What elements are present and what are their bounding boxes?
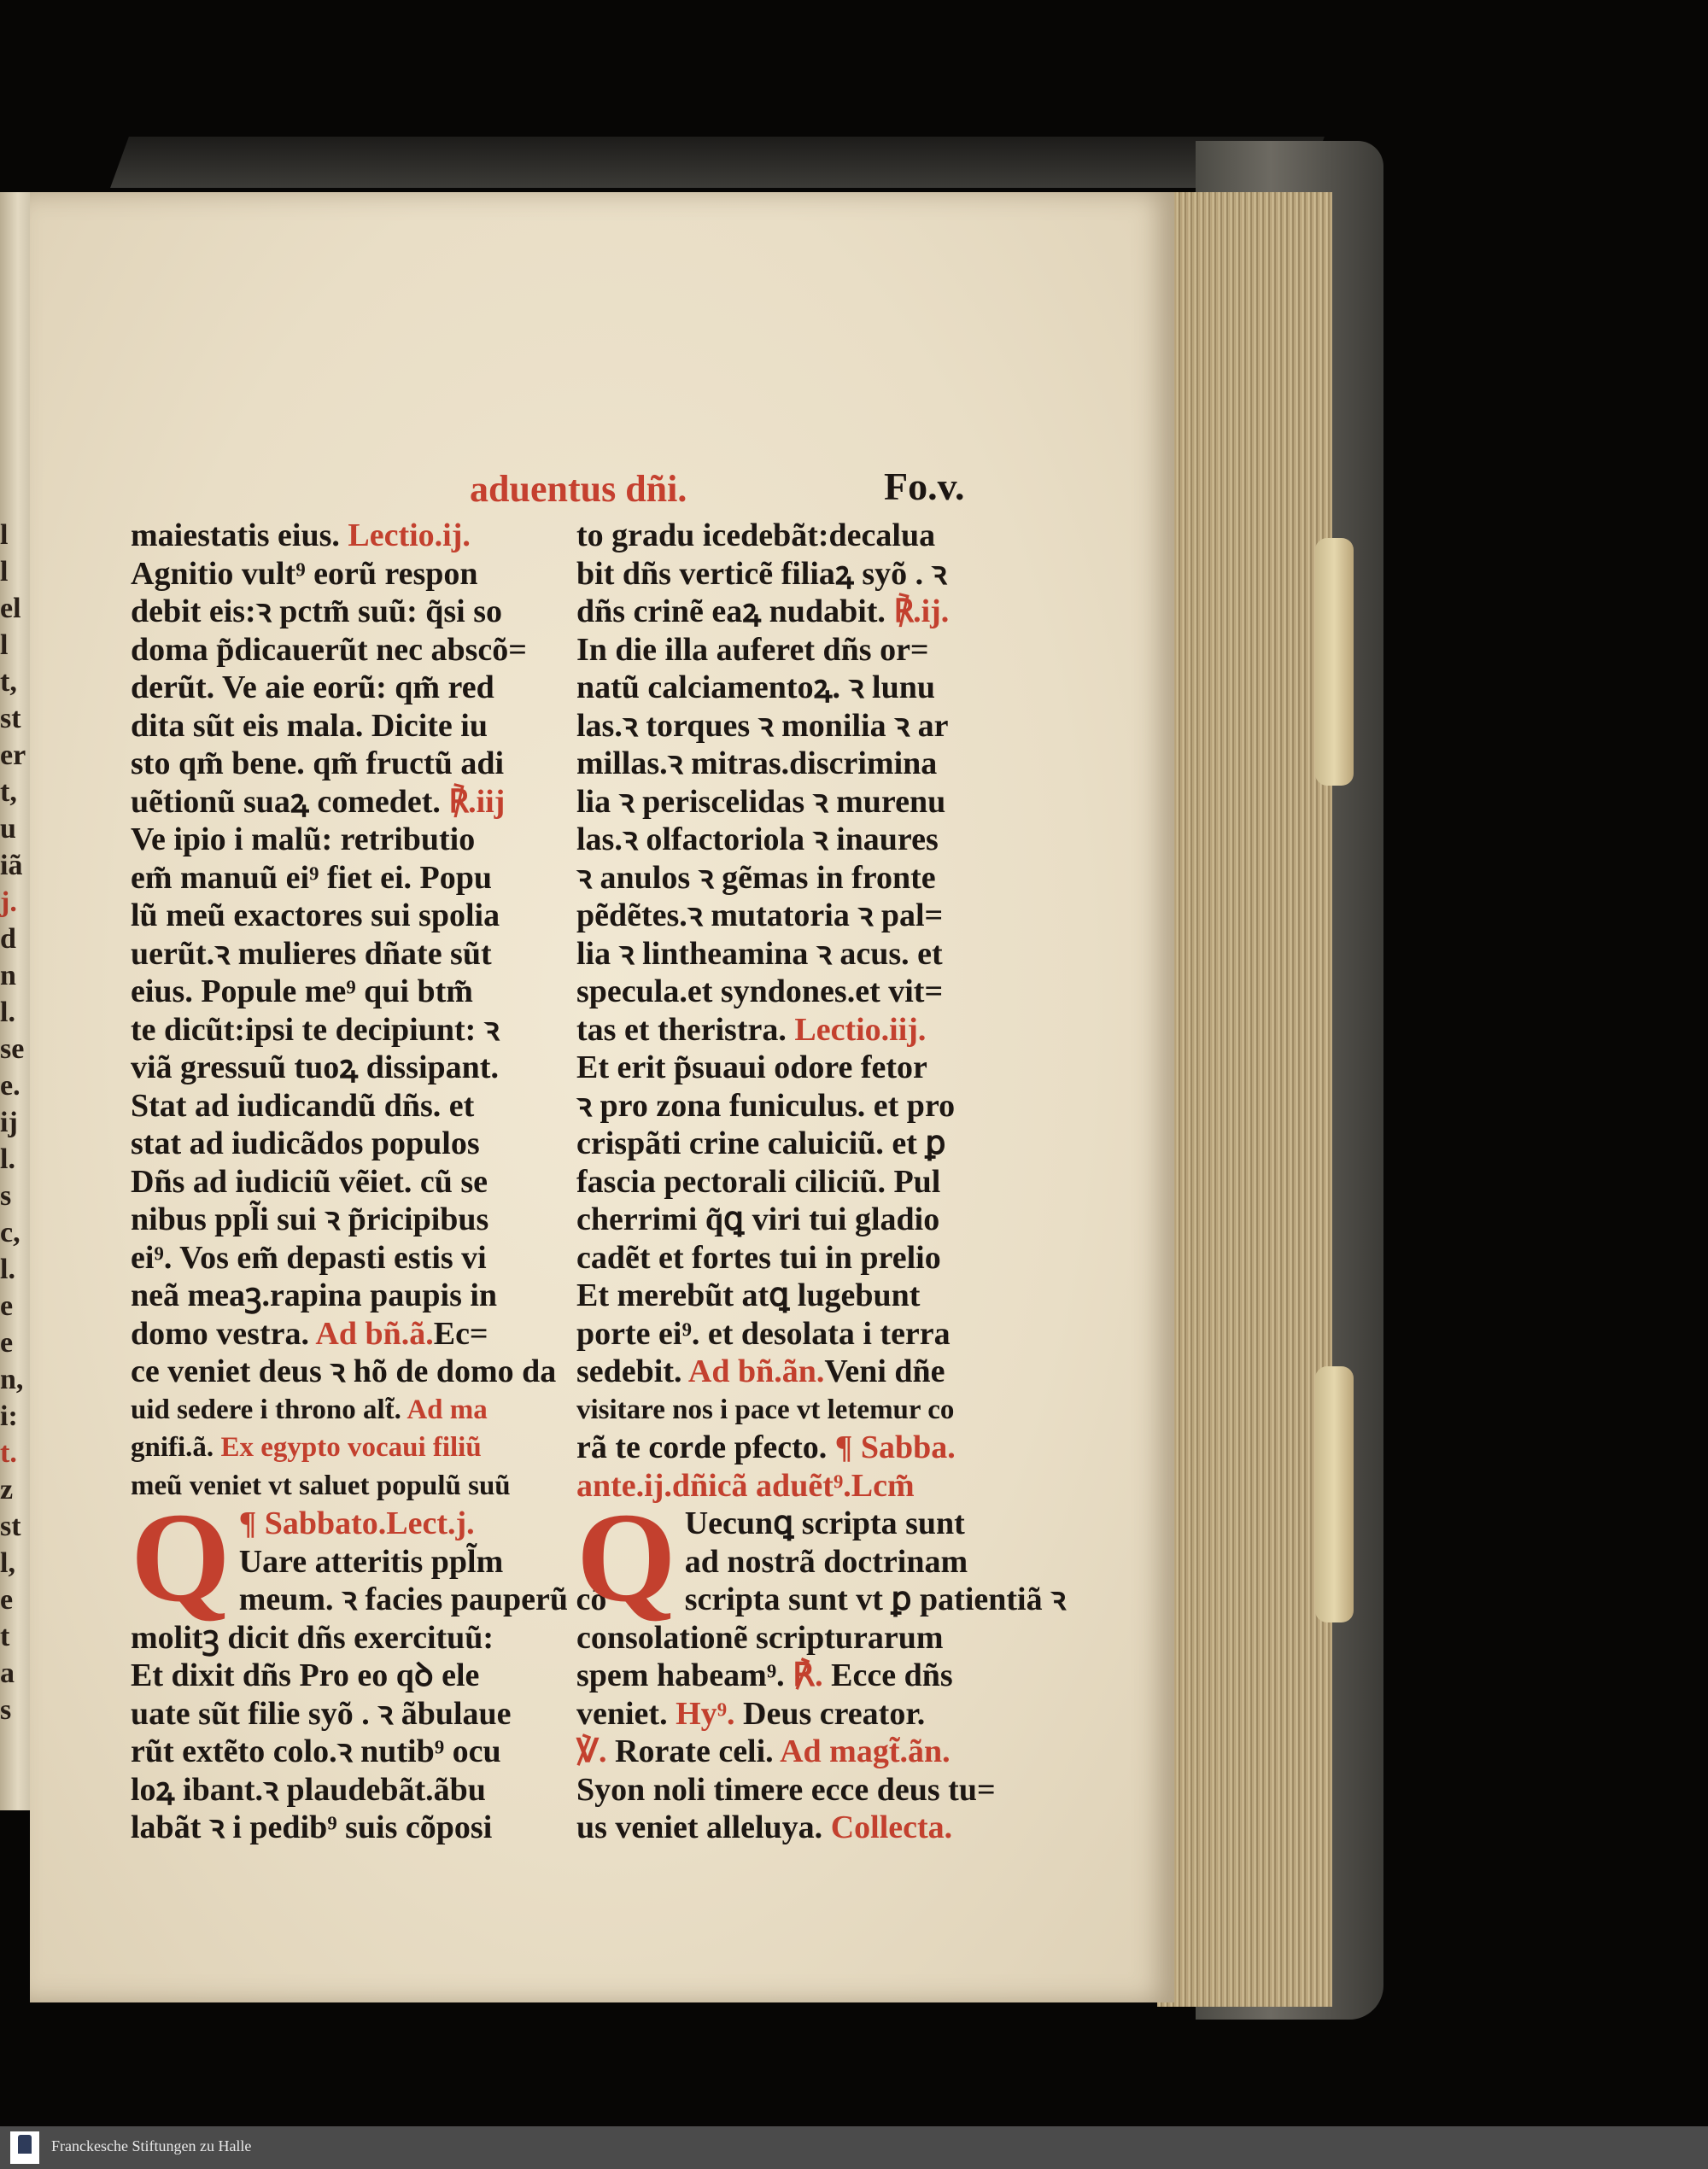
left-page-edge [0,192,30,1810]
text-segment: Syon noli timere ecce deus tu= [576,1771,996,1808]
text-segment: Stat ad iudicandũ dñs. et [131,1087,475,1124]
text-segment: uerũt.ꝛ mulieres dñate sũt [131,935,492,972]
text-segment: meũ veniet vt saluet populũ suũ [131,1470,511,1501]
text-line [131,1087,558,1125]
text-line [576,1809,1003,1847]
text-segment: eius. Popule me⁹ qui btm̃ [131,973,473,1009]
text-line [576,1429,1003,1467]
edge-letter: s [0,1180,12,1212]
text-segment: us veniet alleluya. [576,1809,831,1845]
edge-letter: e [0,1327,14,1359]
edge-letter: l [0,556,9,588]
text-line [576,1353,1003,1391]
rubric-text: Lectio.iij. [794,1011,927,1048]
text-segment: lũ meũ exactores sui spolia [131,897,500,933]
text-line [576,1695,1003,1733]
edge-letter: u [0,813,16,845]
text-segment: dita sũt eis mala. Dicite iu [131,707,488,744]
text-line [131,1277,558,1315]
edge-letter: t, [0,776,17,808]
text-segment: ꝛ anulos ꝛ gẽmas in fronte [576,859,936,896]
text-segment: Et erit p̃suaui odore fetor [576,1049,927,1085]
text-segment: In die illa auferet dñs or= [576,631,929,668]
edge-letter: i: [0,1400,18,1432]
institution-logo-icon [10,2131,39,2164]
text-segment: sedebit. [576,1353,688,1389]
text-line [576,821,1003,859]
text-segment: Veni dñe [824,1353,945,1389]
rubric-text: Ad bñ.ã. [315,1315,434,1352]
edge-letter: el [0,593,21,624]
text-line [576,1619,1003,1657]
text-segment: doma p̃dicauerũt nec abscõ= [131,631,527,668]
text-line [131,1353,558,1391]
text-line [576,1239,1003,1277]
rubric-text: ¶ Sabbato.Lect.j. [238,1505,475,1541]
rubric-text: Ad bñ.ãn. [687,1353,825,1389]
text-segment: las.ꝛ torques ꝛ monilia ꝛ ar [576,707,949,744]
edge-letter: t, [0,666,17,698]
initial-letter-q: Q [131,1487,231,1628]
text-segment: veniet. [576,1695,676,1732]
edge-letter: d [0,923,16,955]
book-top-board [110,137,1325,188]
text-line [131,707,558,745]
text-line [131,859,558,897]
left-page-edge-text [0,517,26,1728]
text-line [576,1733,1003,1771]
text-segment: loꝝ ibant.ꝛ plaudebãt.ãbu [131,1771,486,1808]
initial-letter-q: Q [576,1487,676,1628]
rubric-text: Ex egypto vocaui filiũ [214,1432,482,1463]
text-line [131,1429,558,1467]
text-line [131,1733,558,1771]
text-line [131,1163,558,1201]
text-line [576,631,1003,669]
text-line [576,1011,1003,1049]
text-line [131,517,558,555]
text-segment: ei⁹. Vos em̃ depasti estis vi [131,1239,487,1276]
edge-letter: l. [0,1143,15,1175]
text-segment: uate sũt filie syõ . ꝛ ãbulaue [131,1695,512,1732]
rubric-text: ¶ Sabba. [834,1429,956,1465]
text-segment: domo vestra. [131,1315,316,1352]
text-line [576,1467,1003,1505]
text-segment: rũt extẽto colo.ꝛ nutib⁹ ocu [131,1733,501,1769]
text-line [131,1125,558,1163]
text-segment: lia ꝛ lintheamina ꝛ acus. et [576,935,943,972]
text-line [131,593,558,631]
text-line [131,1809,558,1847]
edge-letter: l. [0,997,15,1028]
text-line [576,1771,1003,1809]
text-segment: maiestatis eius. [131,517,348,553]
text-line [131,1049,558,1087]
edge-letter: n [0,960,16,991]
text-segment: gnifi.ã. [131,1432,214,1463]
text-line [576,935,1003,973]
text-segment: rã te corde pfecto. [576,1429,835,1465]
text-segment: Agnitio vult⁹ eorũ respon [131,555,478,592]
text-line [131,1315,558,1353]
text-line [576,555,1003,593]
rubric-text: Collecta. [830,1809,953,1845]
text-line [576,973,1003,1011]
edge-letter: se [0,1033,25,1065]
text-line [131,1771,558,1809]
text-line [576,859,1003,897]
text-line [576,517,1003,555]
edge-letter: c, [0,1217,20,1248]
text-segment: ce veniet deus ꝛ hõ de domo da [131,1353,557,1389]
text-segment: las.ꝛ olfactoriola ꝛ inaures [576,821,939,857]
text-segment: Uare atteritis ppl̃m [238,1543,504,1580]
text-line [131,897,558,935]
text-segment: meum. ꝛ facies pauperũ cõ [238,1581,607,1617]
edge-letter: a [0,1657,15,1689]
text-line [576,1201,1003,1239]
text-segment: crispãti crine caluiciũ. et ꝑ [576,1125,946,1161]
edge-letter: z [0,1474,14,1505]
text-segment: scripta sunt vt ꝑ patientiã ꝛ [684,1581,1067,1617]
text-segment: lia ꝛ periscelidas ꝛ murenu [576,783,946,820]
edge-letter: e [0,1584,14,1616]
text-line [131,935,558,973]
text-line [131,821,558,859]
book-page [30,192,1174,2002]
text-segment: Et merebũt atꝗ lugebunt [576,1277,921,1313]
edge-letter: er [0,740,26,771]
edge-letter: iã [0,850,23,881]
text-column-left [131,517,607,1847]
text-segment: debit eis:ꝛ pctm̃ suũ: q̃si so [131,593,503,629]
text-segment: consolationẽ scripturarum [576,1619,944,1656]
rubric-text: ℟.iij [448,783,506,820]
text-segment: Ec= [433,1315,488,1352]
text-segment: millas.ꝛ mitras.discrimina [576,745,938,781]
bookmark-tab [1315,538,1354,786]
text-line [131,973,558,1011]
text-segment: uẽtionũ suaꝝ comedet. [131,783,449,820]
edge-letter: e. [0,1070,20,1102]
text-line [576,1049,1003,1087]
text-segment: dñs crinẽ eaꝝ nudabit. [576,593,894,629]
text-line [576,897,1003,935]
edge-letter: st [0,1511,21,1542]
edge-letter: s [0,1694,12,1726]
text-segment: nibus ppl̃i sui ꝛ p̃ricipibus [131,1201,489,1237]
text-segment: Ecce dñs [822,1657,953,1693]
edge-letter: st [0,703,21,734]
text-line [576,669,1003,707]
text-segment: derũt. Ve aie eorũ: qm̃ red [131,669,494,705]
text-segment: porte ei⁹. et desolata i terra [576,1315,951,1352]
edge-letter: t [0,1621,10,1652]
edge-letter: n, [0,1364,24,1395]
text-line [131,745,558,783]
text-line [131,1201,558,1239]
text-segment: neã meaꝫ.rapina paupis in [131,1277,498,1313]
edge-letter: j. [0,886,17,918]
text-line [131,1695,558,1733]
edge-letter: l [0,519,9,551]
footer-bar [0,2126,1708,2169]
text-line [131,1467,558,1505]
text-segment: cherrimi q̃ꝗ viri tui gladio [576,1201,940,1237]
text-line [576,1315,1003,1353]
rubric-text: ℟. [793,1657,823,1693]
rubric-text: ante.ij.dñicã aduẽt⁹.Lcm̃ [576,1467,915,1504]
rubric-text: ℣. [576,1733,607,1769]
text-segment: labãt ꝛ i pedib⁹ suis cõposi [131,1809,493,1845]
running-header: aduentus dñi. [470,468,687,510]
text-segment: fascia pectorali ciliciũ. Pul [576,1163,941,1200]
text-segment: viã gressuũ tuoꝝ dissipant. [131,1049,499,1085]
text-segment: molitꝫ dicit dñs exercituũ: [131,1619,494,1656]
text-segment: te dicũt:ipsi te decipiunt: ꝛ [131,1011,500,1048]
text-line [576,1391,1003,1429]
text-line [576,1087,1003,1125]
text-segment: Ve ipio i malũ: retributio [131,821,476,857]
bookmark-tab [1315,1366,1354,1622]
text-line [576,1657,1003,1695]
text-line [131,1619,558,1657]
text-line [131,783,558,821]
text-segment: uid sedere i throno alt̃. [131,1394,407,1425]
edge-letter: l [0,629,9,661]
text-line [576,1125,1003,1163]
text-line [576,745,1003,783]
text-line [131,555,558,593]
edge-letter: e [0,1290,14,1322]
text-segment: ad nostrã doctrinam [684,1543,968,1580]
rubric-text: Hy⁹. [676,1695,735,1732]
edge-letter: l. [0,1254,15,1285]
text-segment: to gradu icedebãt:decalua [576,517,936,553]
edge-letter: l, [0,1547,15,1579]
text-segment: stat ad iudicãdos populos [131,1125,480,1161]
text-line [576,1163,1003,1201]
page-block-edge [1157,192,1332,2007]
text-segment: specula.et syndones.et vit= [576,973,944,1009]
text-segment: em̃ manuũ ei⁹ fiet ei. Popu [131,859,493,896]
text-line [576,783,1003,821]
text-column-right [576,517,1067,1847]
rubric-text: ℟.ij. [893,593,950,629]
text-line [131,669,558,707]
text-line [131,1391,558,1429]
text-segment: visitare nos i pace vt letemur co [576,1394,955,1425]
text-segment: tas et theristra. [576,1011,795,1048]
text-segment: Et dixit dñs Pro eo qꝺ ele [131,1657,480,1693]
text-line [131,1657,558,1695]
text-segment: sto qm̃ bene. qm̃ fructũ adi [131,745,505,781]
footer-institution: Franckesche Stiftungen zu Halle [51,2137,252,2154]
edge-letter: ij [0,1107,18,1138]
text-line [576,707,1003,745]
text-line [131,1011,558,1049]
text-line [576,593,1003,631]
text-segment: cadẽt et fortes tui in prelio [576,1239,941,1276]
text-segment: natũ calciamentoꝝ. ꝛ lunu [576,669,936,705]
text-segment: Deus creator. [734,1695,926,1732]
text-line [131,1239,558,1277]
text-segment: ꝛ pro zona funiculus. et pro [576,1087,956,1124]
rubric-text: Lectio.ij. [348,517,471,553]
text-segment: Uecunꝗ scripta sunt [684,1505,965,1541]
folio-number: Fo.v. [884,465,965,508]
edge-letter: t. [0,1437,17,1469]
text-segment: spem habeam⁹. [576,1657,793,1693]
initial-q-block-right [576,1487,1067,1847]
text-line [131,631,558,669]
text-segment: pẽdẽtes.ꝛ mutatoria ꝛ pal= [576,897,944,933]
text-line [576,1277,1003,1315]
text-segment: Rorate celi. [606,1733,781,1769]
text-segment: Dñs ad iudiciũ vẽiet. cũ se [131,1163,488,1200]
rubric-text: Ad ma [407,1394,488,1425]
rubric-text: Ad magt̃.ãn. [780,1733,951,1769]
initial-q-block-left [131,1487,607,1847]
text-segment: bit dñs verticẽ filiaꝝ syõ . ꝛ [576,555,947,592]
